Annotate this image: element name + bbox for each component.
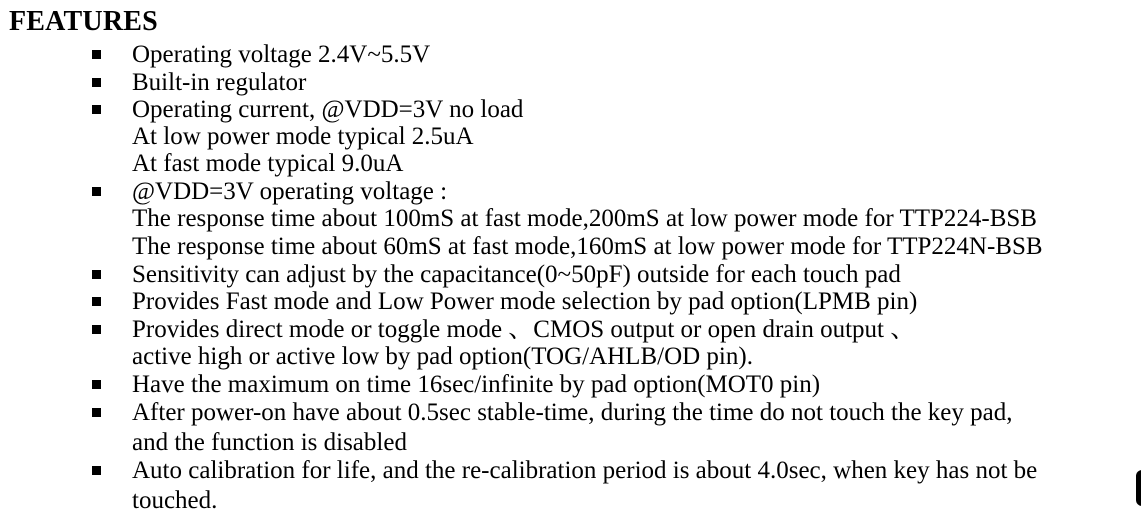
feature-line: touched. <box>132 487 218 514</box>
bullet-icon <box>92 187 101 196</box>
feature-line: @VDD=3V operating voltage : <box>132 178 448 205</box>
feature-line: Provides direct mode or toggle mode 、CMOS output or open drain output 、 <box>132 316 916 343</box>
feature-line: Sensitivity can adjust by the capacitance(0~50pF) outside for each touch pad <box>132 261 901 288</box>
feature-line: Built-in regulator <box>132 69 307 96</box>
bullet-icon <box>92 380 101 389</box>
page-edge-mark <box>1136 470 1141 506</box>
feature-line: Auto calibration for life, and the re-calibration period is about 4.0sec, when key has not be <box>132 457 1038 484</box>
bullet-icon <box>92 408 101 417</box>
feature-line: At fast mode typical 9.0uA <box>132 150 404 177</box>
feature-line: After power-on have about 0.5sec stable-time, during the time do not touch the key pad, <box>132 399 1013 426</box>
bullet-icon <box>92 50 101 59</box>
bullet-icon <box>92 105 101 114</box>
bullet-icon <box>92 466 101 475</box>
feature-line: Operating current, @VDD=3V no load <box>132 96 524 123</box>
bullet-icon <box>92 78 101 87</box>
feature-line: The response time about 60mS at fast mode,160mS at low power mode for TTP224N-BSB <box>132 233 1043 260</box>
features-heading: FEATURES <box>9 6 158 37</box>
feature-line: At low power mode typical 2.5uA <box>132 123 474 150</box>
bullet-icon <box>92 270 101 279</box>
bullet-icon <box>92 325 101 334</box>
feature-line: Have the maximum on time 16sec/infinite by pad option(MOT0 pin) <box>132 371 821 398</box>
bullet-icon <box>92 297 101 306</box>
feature-line: The response time about 100mS at fast mode,200mS at low power mode for TTP224-BSB <box>132 205 1037 232</box>
feature-line: Provides Fast mode and Low Power mode selection by pad option(LPMB pin) <box>132 288 918 315</box>
feature-line: and the function is disabled <box>132 429 407 456</box>
feature-line: active high or active low by pad option(TOG/AHLB/OD pin). <box>132 343 753 370</box>
feature-line: Operating voltage 2.4V~5.5V <box>132 41 431 68</box>
